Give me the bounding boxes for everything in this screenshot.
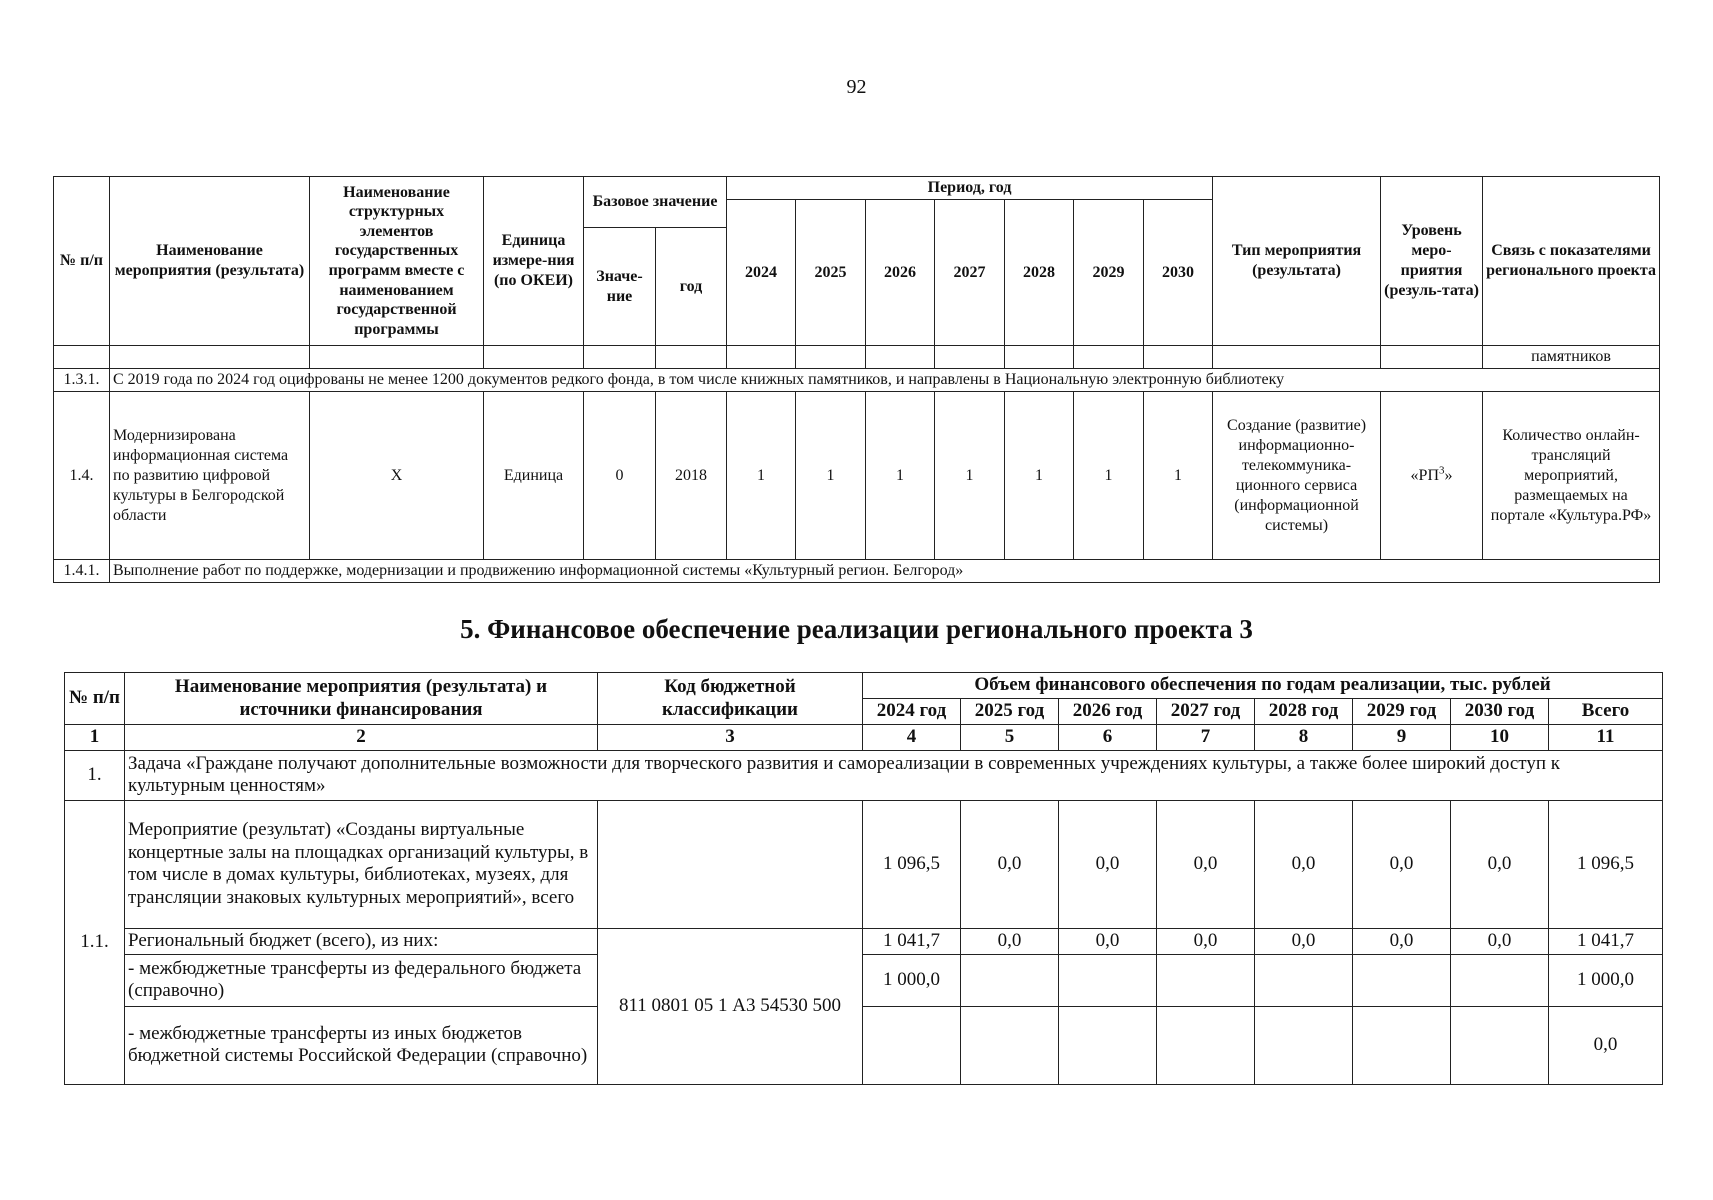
- footnote-ref: 3: [1439, 464, 1445, 477]
- table-row: [65, 750, 1663, 800]
- value-cell: 0,0: [1255, 800, 1353, 928]
- value-cell: 0,0: [1157, 928, 1255, 954]
- value-2026: 1: [866, 392, 935, 560]
- value-cell: 0,0: [1059, 800, 1157, 928]
- value-cell: [1059, 954, 1157, 1006]
- header-volume: Объем финансового обеспечения по годам реализации, тыс. рублей: [863, 673, 1663, 699]
- base-value-cell: 0: [584, 392, 656, 560]
- header-num: № п/п: [54, 177, 110, 346]
- level-cell: [1381, 392, 1483, 560]
- table-row: [65, 928, 1663, 954]
- table-row: [54, 369, 1660, 392]
- budget-code: 811 0801 05 1 А3 54530 500: [598, 928, 863, 1084]
- measure-num: 1.1.: [65, 800, 125, 1084]
- base-year-cell: 2018: [656, 392, 727, 560]
- total-cell: 1 096,5: [1549, 800, 1663, 928]
- value-cell: 1 000,0: [863, 954, 961, 1006]
- header-total: Всего: [1549, 699, 1663, 725]
- value-2030: 1: [1144, 392, 1213, 560]
- header-2028: 2028 год: [1255, 699, 1353, 725]
- table-row: [65, 1006, 1663, 1084]
- value-cell: [863, 1006, 961, 1084]
- header-2029: 2029 год: [1353, 699, 1451, 725]
- col-number: 9: [1353, 725, 1451, 751]
- value-cell: [961, 954, 1059, 1006]
- header-2024: 2024 год: [863, 699, 961, 725]
- value-cell: [1255, 954, 1353, 1006]
- header-link: Связь с показателями регионального проекта: [1483, 177, 1660, 346]
- header-code: Код бюджетной классификации: [598, 673, 863, 725]
- value-2028: 1: [1005, 392, 1074, 560]
- value-cell: [1451, 1006, 1549, 1084]
- header-num: № п/п: [65, 673, 125, 725]
- section-title: 5. Финансовое обеспечение реализации регионального проекта 3: [460, 614, 1253, 644]
- source-name: Региональный бюджет (всего), из них:: [125, 928, 598, 954]
- header-period: Период, год: [727, 177, 1213, 200]
- table-row: [65, 954, 1663, 1006]
- row-num: 1.4.1.: [54, 560, 110, 583]
- col-number: 8: [1255, 725, 1353, 751]
- col-number: 3: [598, 725, 863, 751]
- link-cell: Количество онлайн-трансляций мероприятий, размещаемых на портале «Культура.РФ»: [1483, 392, 1660, 560]
- row-text: Выполнение работ по поддержке, модернизации и продвижению информационной системы «Культурный регион. Белгород»: [110, 560, 1660, 583]
- value-cell: [1157, 954, 1255, 1006]
- header-year-2026: 2026: [866, 200, 935, 346]
- table-row: [54, 560, 1660, 583]
- value-cell: 0,0: [1451, 800, 1549, 928]
- value-cell: 0,0: [961, 928, 1059, 954]
- header-type: Тип мероприятия (результата): [1213, 177, 1381, 346]
- fragment-link-cell: памятников: [1483, 346, 1660, 369]
- level-text: «РП: [1410, 466, 1439, 484]
- col-number: 2: [125, 725, 598, 751]
- value-2025: 1: [796, 392, 866, 560]
- table-row: [54, 392, 1660, 560]
- header-2030: 2030 год: [1451, 699, 1549, 725]
- header-2025: 2025 год: [961, 699, 1059, 725]
- type-cell: Создание (развитие) информационно-телекоммуника-ционного сервиса (информационной системы): [1213, 392, 1381, 560]
- header-name: Наименование мероприятия (результата): [110, 177, 310, 346]
- value-cell: [1353, 1006, 1451, 1084]
- value-cell: 1 096,5: [863, 800, 961, 928]
- code-empty: [598, 800, 863, 928]
- header-base-year: год: [656, 228, 727, 346]
- header-year-2028: 2028: [1005, 200, 1074, 346]
- total-cell: 1 041,7: [1549, 928, 1663, 954]
- results-table: [53, 176, 1660, 583]
- value-2029: 1: [1074, 392, 1144, 560]
- source-name: - межбюджетные трансферты из федерального бюджета (справочно): [125, 954, 598, 1006]
- col-number: 7: [1157, 725, 1255, 751]
- col-number: 1: [65, 725, 125, 751]
- value-cell: [1059, 1006, 1157, 1084]
- col-number: 4: [863, 725, 961, 751]
- total-cell: 0,0: [1549, 1006, 1663, 1084]
- struct-cell: X: [310, 392, 484, 560]
- value-cell: 0,0: [1451, 928, 1549, 954]
- value-cell: [1157, 1006, 1255, 1084]
- table-row: [65, 800, 1663, 928]
- header-2027: 2027 год: [1157, 699, 1255, 725]
- col-number: 11: [1549, 725, 1663, 751]
- header-year-2029: 2029: [1074, 200, 1144, 346]
- value-cell: 0,0: [961, 800, 1059, 928]
- header-base-value: Значе-ние: [584, 228, 656, 346]
- col-number: 10: [1451, 725, 1549, 751]
- col-number: 6: [1059, 725, 1157, 751]
- source-name: - межбюджетные трансферты из иных бюджетов бюджетной системы Российской Федерации (справочно): [125, 1006, 598, 1084]
- col-number: 5: [961, 725, 1059, 751]
- measure-name: Мероприятие (результат) «Созданы виртуальные концертные залы на площадках организаций культуры, в том числе в домах культуры, библиотеках, музеях, для трансляции знаковых культурных мероприятий», всего: [125, 800, 598, 928]
- page-number: 92: [846, 76, 867, 98]
- value-2027: 1: [935, 392, 1005, 560]
- task-text: Задача «Граждане получают дополнительные возможности для творческого развития и самореализации в современных учреждениях культуры, а также более широкий доступ к культурным ценностям»: [125, 750, 1663, 800]
- row-num: 1.4.: [54, 392, 110, 560]
- measure-name: Модернизирована информационная система по развитию цифровой культуры в Белгородской области: [110, 392, 310, 560]
- value-cell: [961, 1006, 1059, 1084]
- unit-cell: Единица: [484, 392, 584, 560]
- header-name: Наименование мероприятия (результата) и источники финансирования: [125, 673, 598, 725]
- value-cell: 0,0: [1157, 800, 1255, 928]
- header-year-2025: 2025: [796, 200, 866, 346]
- header-base: Базовое значение: [584, 177, 727, 228]
- value-cell: [1255, 1006, 1353, 1084]
- table-row: [54, 346, 1660, 369]
- value-cell: 0,0: [1353, 800, 1451, 928]
- value-cell: 0,0: [1353, 928, 1451, 954]
- header-year-2027: 2027: [935, 200, 1005, 346]
- value-cell: 0,0: [1059, 928, 1157, 954]
- header-2026: 2026 год: [1059, 699, 1157, 725]
- task-num: 1.: [65, 750, 125, 800]
- financing-table: [64, 672, 1663, 1085]
- value-cell: [1353, 954, 1451, 1006]
- header-year-2030: 2030: [1144, 200, 1213, 346]
- value-2024: 1: [727, 392, 796, 560]
- header-year-2024: 2024: [727, 200, 796, 346]
- row-num: 1.3.1.: [54, 369, 110, 392]
- level-close: »: [1444, 466, 1453, 484]
- header-unit: Единица измере-ния (по ОКЕИ): [484, 177, 584, 346]
- value-cell: 1 041,7: [863, 928, 961, 954]
- total-cell: 1 000,0: [1549, 954, 1663, 1006]
- header-struct: Наименование структурных элементов государственных программ вместе с наименованием государственной программы: [310, 177, 484, 346]
- value-cell: [1451, 954, 1549, 1006]
- header-level: Уровень меро-приятия (резуль-тата): [1381, 177, 1483, 346]
- value-cell: 0,0: [1255, 928, 1353, 954]
- row-text: С 2019 года по 2024 год оцифрованы не менее 1200 документов редкого фонда, в том числе книжных памятников, и направлены в Национальную электронную библиотеку: [110, 369, 1660, 392]
